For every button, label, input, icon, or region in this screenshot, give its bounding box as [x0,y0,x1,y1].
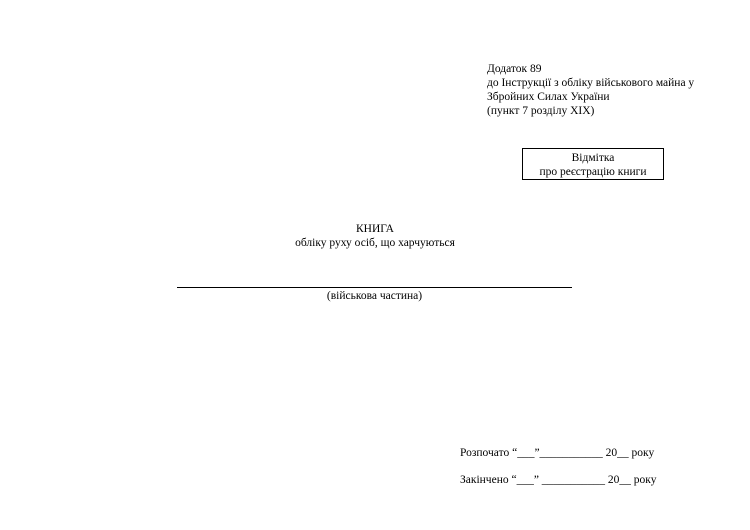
started-date-line: Розпочато “___”___________ 20__ року [460,447,655,459]
book-title: КНИГА [356,223,394,235]
appendix-instruction-ref: до Інструкції з обліку військового майна у [487,77,695,89]
registration-mark-label: Відмітка [571,152,615,164]
appendix-instruction-ref-cont: Збройних Силах України [487,91,610,103]
military-unit-line [177,287,572,288]
appendix-note [487,62,727,118]
registration-mark-sublabel: про реєстрацію книги [539,166,647,178]
military-unit-caption: (військова частина) [326,290,423,302]
registration-mark-box [522,148,664,180]
appendix-number: Додаток 89 [487,63,542,75]
book-subtitle: обліку руху осіб, що харчуються [295,237,455,249]
appendix-section-ref: (пункт 7 розділу ХІХ) [487,105,595,117]
finished-date-line: Закінчено “___” ___________ 20__ року [460,474,657,486]
book-title-block [0,222,750,250]
